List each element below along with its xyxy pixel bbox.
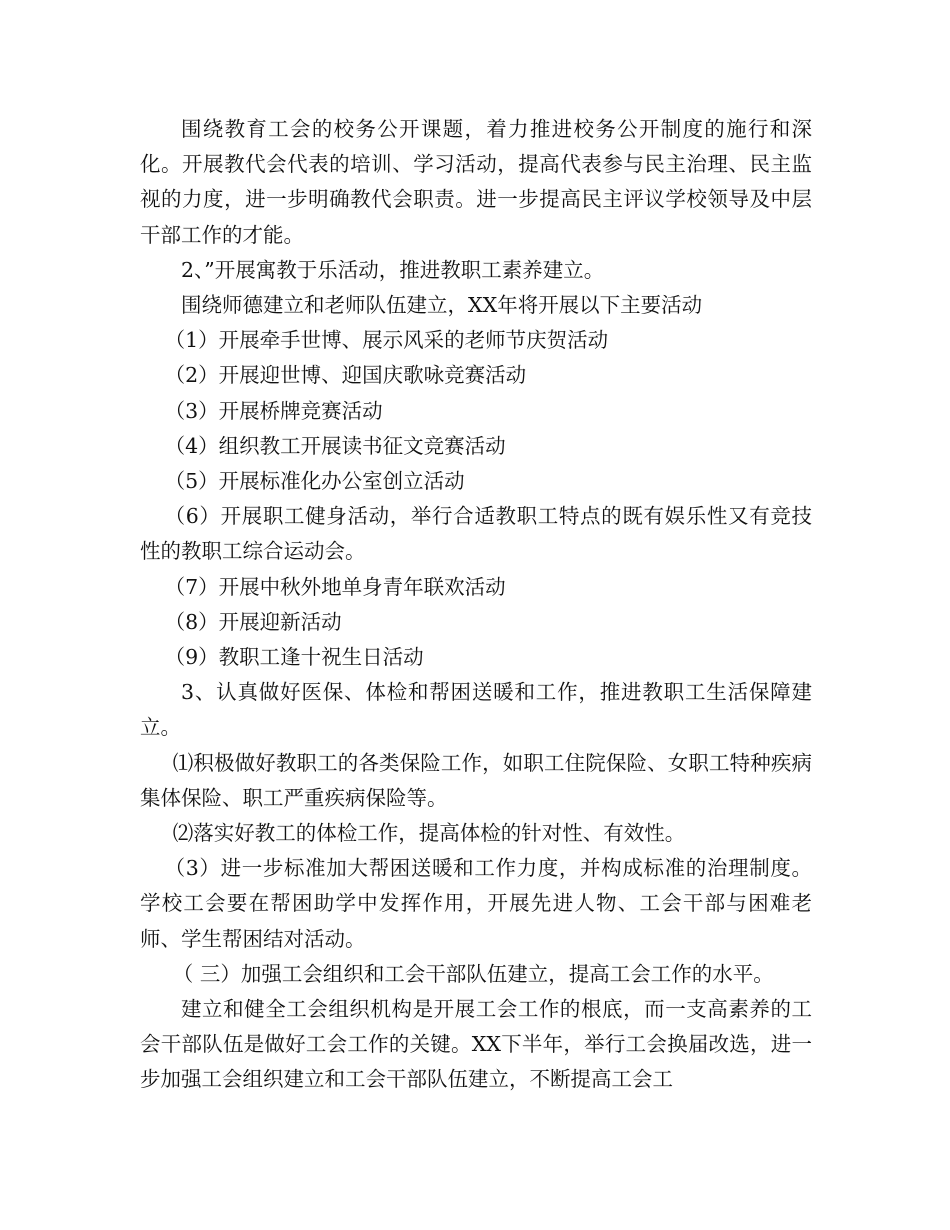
- paragraph-school-affairs: 围绕教育工会的校务公开课题，着力推进校务公开制度的施行和深化。开展教代会代表的培训、学习活动，提高代表参与民主治理、民主监视的力度，进一步明确教代会职责。进一步提高民主评议学校领导及中层干部工作的才能。: [140, 117, 812, 247]
- paragraph-insurance: ⑴积极做好教职工的各类保险工作，如职工住院保险、女职工特种疾病集体保险、职工严重疾病保险等。: [140, 750, 812, 810]
- document-page: [140, 112, 812, 1098]
- list-item-6: （6）开展职工健身活动，举行合适教职工特点的既有娱乐性又有竞技性的教职工综合运动会。: [140, 504, 812, 564]
- list-item-5: （5）开展标准化办公室创立活动: [164, 469, 465, 494]
- heading-item-3: 3、认真做好医保、体检和帮困送暖和工作，推进教职工生活保障建立。: [140, 680, 812, 740]
- list-item-7: （7）开展中秋外地单身青年联欢活动: [164, 574, 506, 599]
- heading-section-3: （ 三）加强工会组织和工会干部队伍建立，提高工会工作的水平。: [172, 961, 774, 986]
- list-item-9: （9）教职工逢十祝生日活动: [164, 645, 424, 670]
- list-item-4: （4）组织教工开展读书征文竞赛活动: [164, 433, 506, 458]
- paragraph-assistance: （3）进一步标准加大帮困送暖和工作力度，并构成标准的治理制度。学校工会要在帮困助学中发挥作用，开展先进人物、工会干部与困难老师、学生帮困结对活动。: [140, 856, 812, 951]
- heading-item-2: 2、”开展寓教于乐活动，推进教职工素养建立。: [181, 257, 605, 282]
- list-item-3: （3）开展桥牌竞赛活动: [164, 398, 383, 423]
- paragraph-health-check: ⑵落实好教工的体检工作，提高体检的针对性、有效性。: [172, 821, 686, 846]
- list-item-8: （8）开展迎新活动: [164, 609, 342, 634]
- paragraph-intro-activities: 围绕师德建立和老师队伍建立，XX年将开展以下主要活动: [181, 293, 703, 318]
- paragraph-union-organization: 建立和健全工会组织机构是开展工会工作的根底，而一支高素养的工会干部队伍是做好工会工作的关键。XX下半年，举行工会换届改选，进一步加强工会组织建立和工会干部队伍建立，不断提高工会工: [140, 997, 812, 1092]
- list-item-2: （2）开展迎世博、迎国庆歌咏竞赛活动: [164, 363, 527, 388]
- list-item-1: （1）开展牵手世博、展示风采的老师节庆贺活动: [164, 328, 609, 353]
